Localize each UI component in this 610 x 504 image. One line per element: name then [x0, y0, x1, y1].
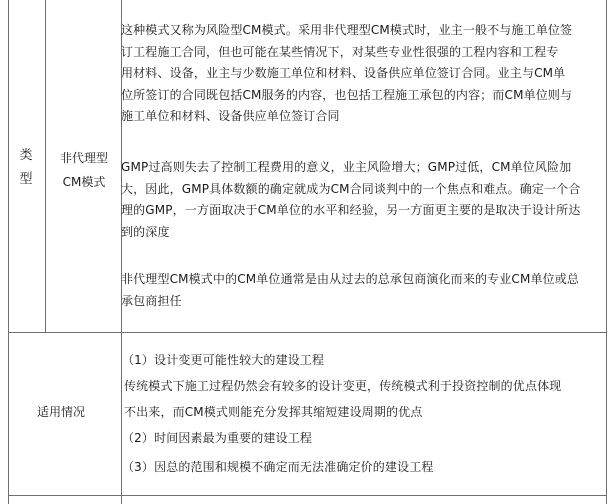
paragraph-line: 位所签订的合同既包括CM服务的内容，也包括工程施工承包的内容；而CM单位则与: [121, 87, 573, 102]
applicable-line: （1）设计变更可能性较大的建设工程: [122, 353, 325, 367]
type-label-char: 型: [19, 172, 33, 187]
applicable-line: （3）因总的范围和规模不确定而无法准确定价的建设工程: [122, 460, 434, 474]
description-paragraph: [121, 20, 607, 128]
type-label-char: 类: [19, 148, 33, 163]
applicable-line: （2）时间因素最为重要的建设工程: [122, 431, 313, 445]
paragraph-line: 用材料、设备，业主与少数施工单位和材料、设备供应单位签订合同。业主与CM单: [121, 66, 566, 80]
table-divider-type: [45, 0, 46, 332]
applicable-label: 适用情况: [36, 405, 85, 419]
paragraph-line: 承包商担任: [121, 293, 182, 308]
applicable-line: 不出来，而CM模式则能充分发挥其缩短建设周期的优点: [124, 405, 423, 419]
applicable-line: 传统模式下施工过程仍然会有较多的设计变更，传统模式利于投资控制的优点体现: [124, 379, 562, 393]
table-border-bottom: [8, 495, 607, 496]
paragraph-line: 大，因此，GMP具体数额的确定就成为CM合同谈判中的一个焦点和难点。确定一个合: [121, 181, 581, 196]
paragraph-line: 非代理型CM模式中的CM单位通常是由从过去的总承包商演化而来的专业CM单位或总: [121, 272, 580, 286]
paragraph-line: 施工单位和材料、设备供应单位签订合同: [121, 109, 340, 123]
paragraph-line: 订工程施工合同，但也可能在某些情况下，对某些专业性很强的工程内容和工程专: [121, 44, 559, 59]
paragraph-line: 到的深度: [121, 224, 170, 239]
paragraph-line: 这种模式又称为风险型CM模式。采用非代理型CM模式时，业主一般不与施工单位签: [121, 23, 573, 37]
paragraph-line: 理的GMP，一方面取决于CM单位的水平和经验，另一方面更主要的是取决于设计所达: [121, 203, 581, 217]
subtype-label-line: 非代理型: [59, 151, 108, 165]
subtype-label-line: CM模式: [62, 175, 106, 189]
gmp-paragraph: [121, 157, 607, 243]
paragraph-line: GMP过高则失去了控制工程费用的意义，业主风险增大；GMP过低，CM单位风险加: [121, 160, 572, 174]
table-border-left: [8, 0, 9, 504]
cm-unit-paragraph: [121, 269, 607, 312]
table-row-separator: [8, 332, 607, 333]
